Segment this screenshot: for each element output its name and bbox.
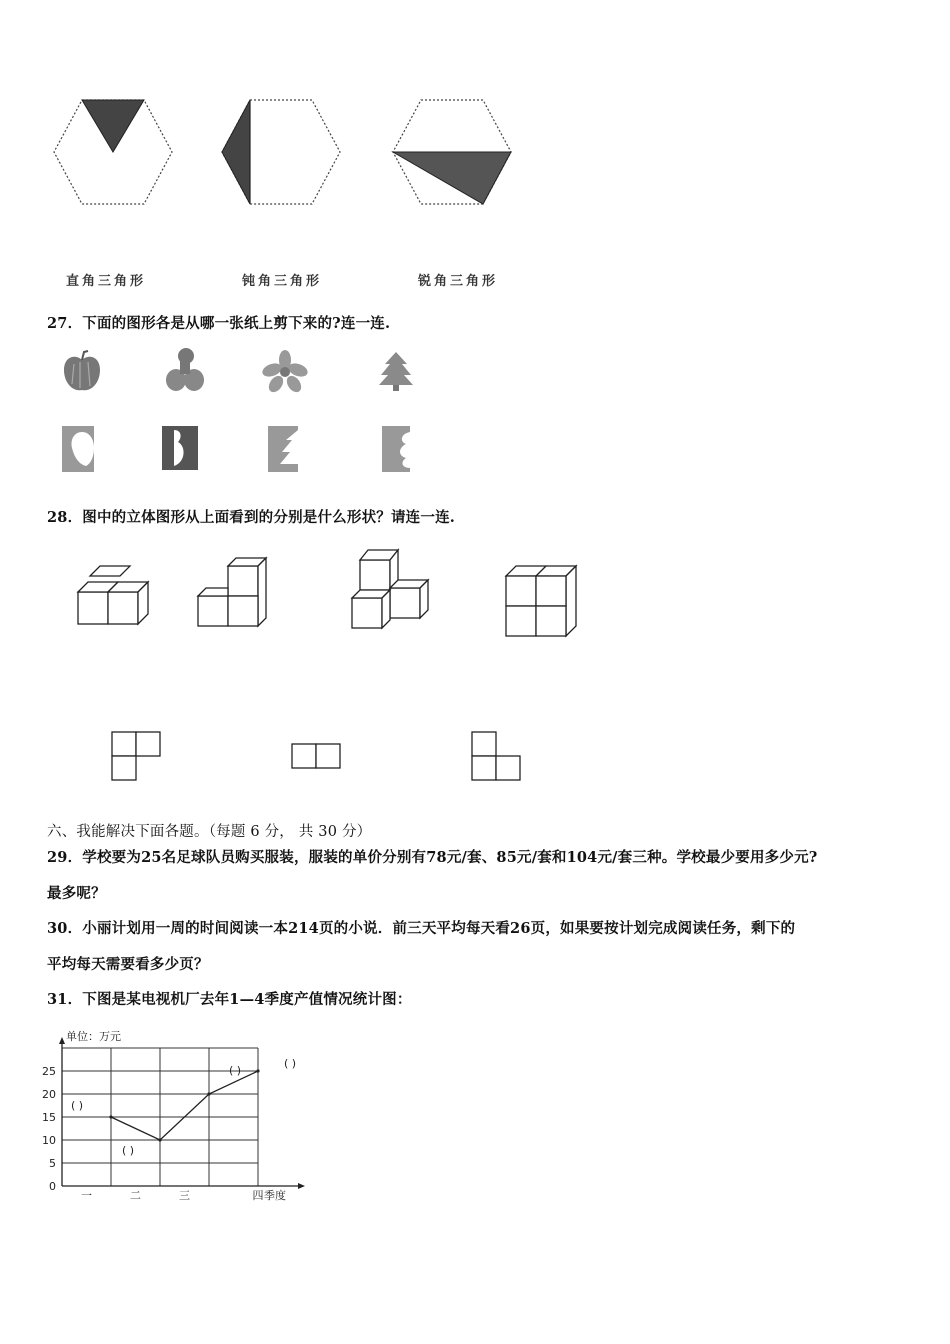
data-label-blank: ( ): [284, 1057, 297, 1070]
y-tick-label: 25: [42, 1065, 56, 1078]
data-point: [256, 1069, 259, 1072]
data-label-blank: ( ): [122, 1144, 135, 1157]
question-29-line-2: 最多呢？: [47, 885, 106, 902]
section-6-heading: 六、我能解决下面各题。（每题 6 分， 共 30 分）: [47, 824, 372, 840]
question-31: 31．下图是某电视机厂去年1—4季度产值情况统计图：: [47, 991, 412, 1008]
data-label-blank: ( ): [229, 1064, 242, 1077]
question-29-line-1: 29．学校要为25名足球队员购买服装，服装的单价分别有78元/套、85元/套和104元/套三种。学校最少要用多少元?: [47, 849, 818, 866]
y-tick-label: 20: [42, 1088, 56, 1101]
y-axis-label: 单位：万元: [66, 1030, 121, 1043]
y-tick-label: 10: [42, 1134, 56, 1147]
x-tick-label: 四: [252, 1189, 264, 1202]
x-tick-label: 二: [130, 1189, 141, 1202]
x-tick-label: 三: [179, 1189, 190, 1202]
data-point: [207, 1092, 210, 1095]
caption-acute-triangle: 锐角三角形: [418, 274, 499, 289]
x-axis-label: 季度: [264, 1189, 286, 1202]
caption-right-triangle: 直角三角形: [66, 274, 147, 289]
question-30-line-2: 平均每天需要看多少页？: [47, 956, 209, 973]
y-tick-label: 15: [42, 1111, 56, 1124]
question-27: 27．下面的图形各是从哪一张纸上剪下来的?连一连.: [47, 315, 391, 332]
caption-obtuse-triangle: 钝角三角形: [242, 274, 323, 289]
data-point: [109, 1115, 112, 1118]
question-30-line-1: 30．小丽计划用一周的时间阅读一本214页的小说．前三天平均每天看26页，如果要按计划完成阅读任务，剩下的: [47, 920, 796, 937]
x-tick-label: 一: [81, 1189, 92, 1202]
chart-marks: [71, 1057, 296, 1157]
x-axis-arrow: [298, 1183, 305, 1189]
y-axis-arrow: [59, 1037, 65, 1044]
question-28: 28．图中的立体图形从上面看到的分别是什么形状？请连一连.: [47, 509, 456, 526]
data-label-blank: ( ): [71, 1099, 84, 1112]
series-line: [111, 1071, 258, 1140]
y-tick-label: 0: [49, 1180, 56, 1193]
chart-axes: [42, 1030, 305, 1202]
y-tick-label: 5: [49, 1157, 56, 1170]
data-point: [158, 1138, 161, 1141]
